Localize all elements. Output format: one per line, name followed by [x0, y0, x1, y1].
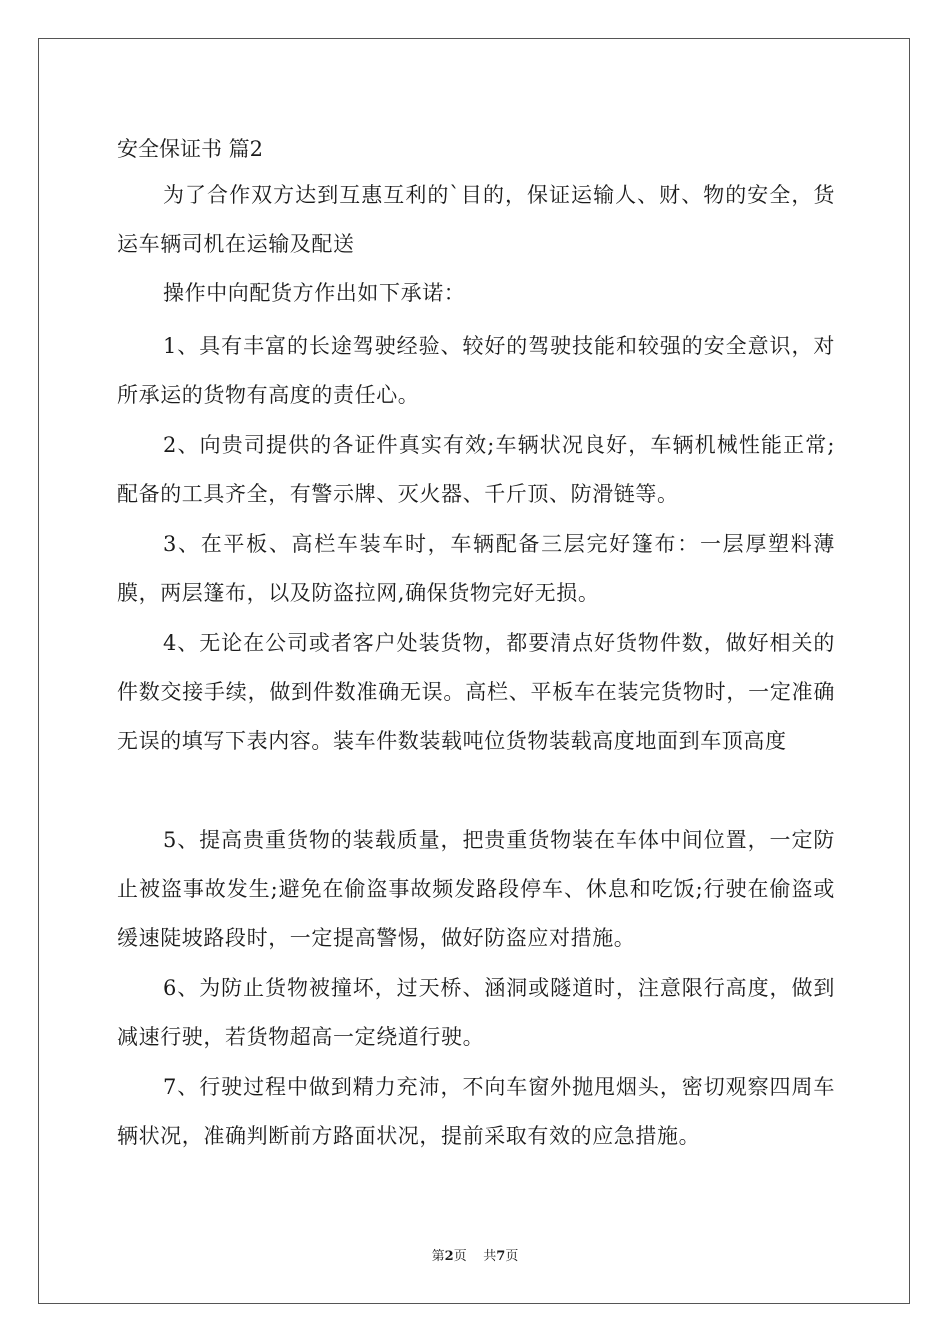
- page-number: 2: [444, 1249, 454, 1264]
- document-title: 安全保证书 篇2: [117, 137, 264, 161]
- paragraph-item-3: 3、在平板、高栏车装车时，车辆配备三层完好篷布：一层厚塑料薄膜，两层篷布，以及防盗拉网,确保货物完好无损。: [117, 532, 835, 605]
- paragraph-item-5: 5、提高贵重货物的装载质量，把贵重货物装在车体中间位置，一定防止被盗事故发生;避免在偷盗事故频发路段停车、休息和吃饭;行驶在偷盗或缓速陡坡路段时，一定提高警惕，做好防盗应对措施。: [117, 828, 835, 950]
- paragraph-item-4: 4、无论在公司或者客户处装货物，都要清点好货物件数，做好相关的件数交接手续，做到件数准确无误。高栏、平板车在装完货物时，一定准确无误的填写下表内容。装车件数装载吨位货物装载高度地面到车顶高度: [117, 631, 835, 753]
- page-number-label: 第2页: [431, 1249, 467, 1264]
- paragraph-item-2: 2、向贵司提供的各证件真实有效;车辆状况良好，车辆机械性能正常;配备的工具齐全，有警示牌、灭火器、千斤顶、防滑链等。: [117, 433, 835, 506]
- page-footer: [0, 1248, 950, 1266]
- total-pages-label: 共7页: [483, 1249, 519, 1264]
- total-pages: 7: [496, 1249, 506, 1264]
- paragraph-commitment-lead: 操作中向配货方作出如下承诺：: [163, 281, 466, 305]
- paragraph-item-6: 6、为防止货物被撞坏，过天桥、涵洞或隧道时，注意限行高度，做到减速行驶，若货物超高一定绕道行驶。: [117, 976, 835, 1049]
- paragraph-item-1: 1、具有丰富的长途驾驶经验、较好的驾驶技能和较强的安全意识，对所承运的货物有高度的责任心。: [117, 334, 835, 407]
- paragraph-intro: 为了合作双方达到互惠互利的`目的，保证运输人、财、物的安全，货运车辆司机在运输及配送: [117, 183, 835, 256]
- paragraph-item-7: 7、行驶过程中做到精力充沛，不向车窗外抛甩烟头，密切观察四周车辆状况，准确判断前方路面状况，提前采取有效的应急措施。: [117, 1075, 835, 1148]
